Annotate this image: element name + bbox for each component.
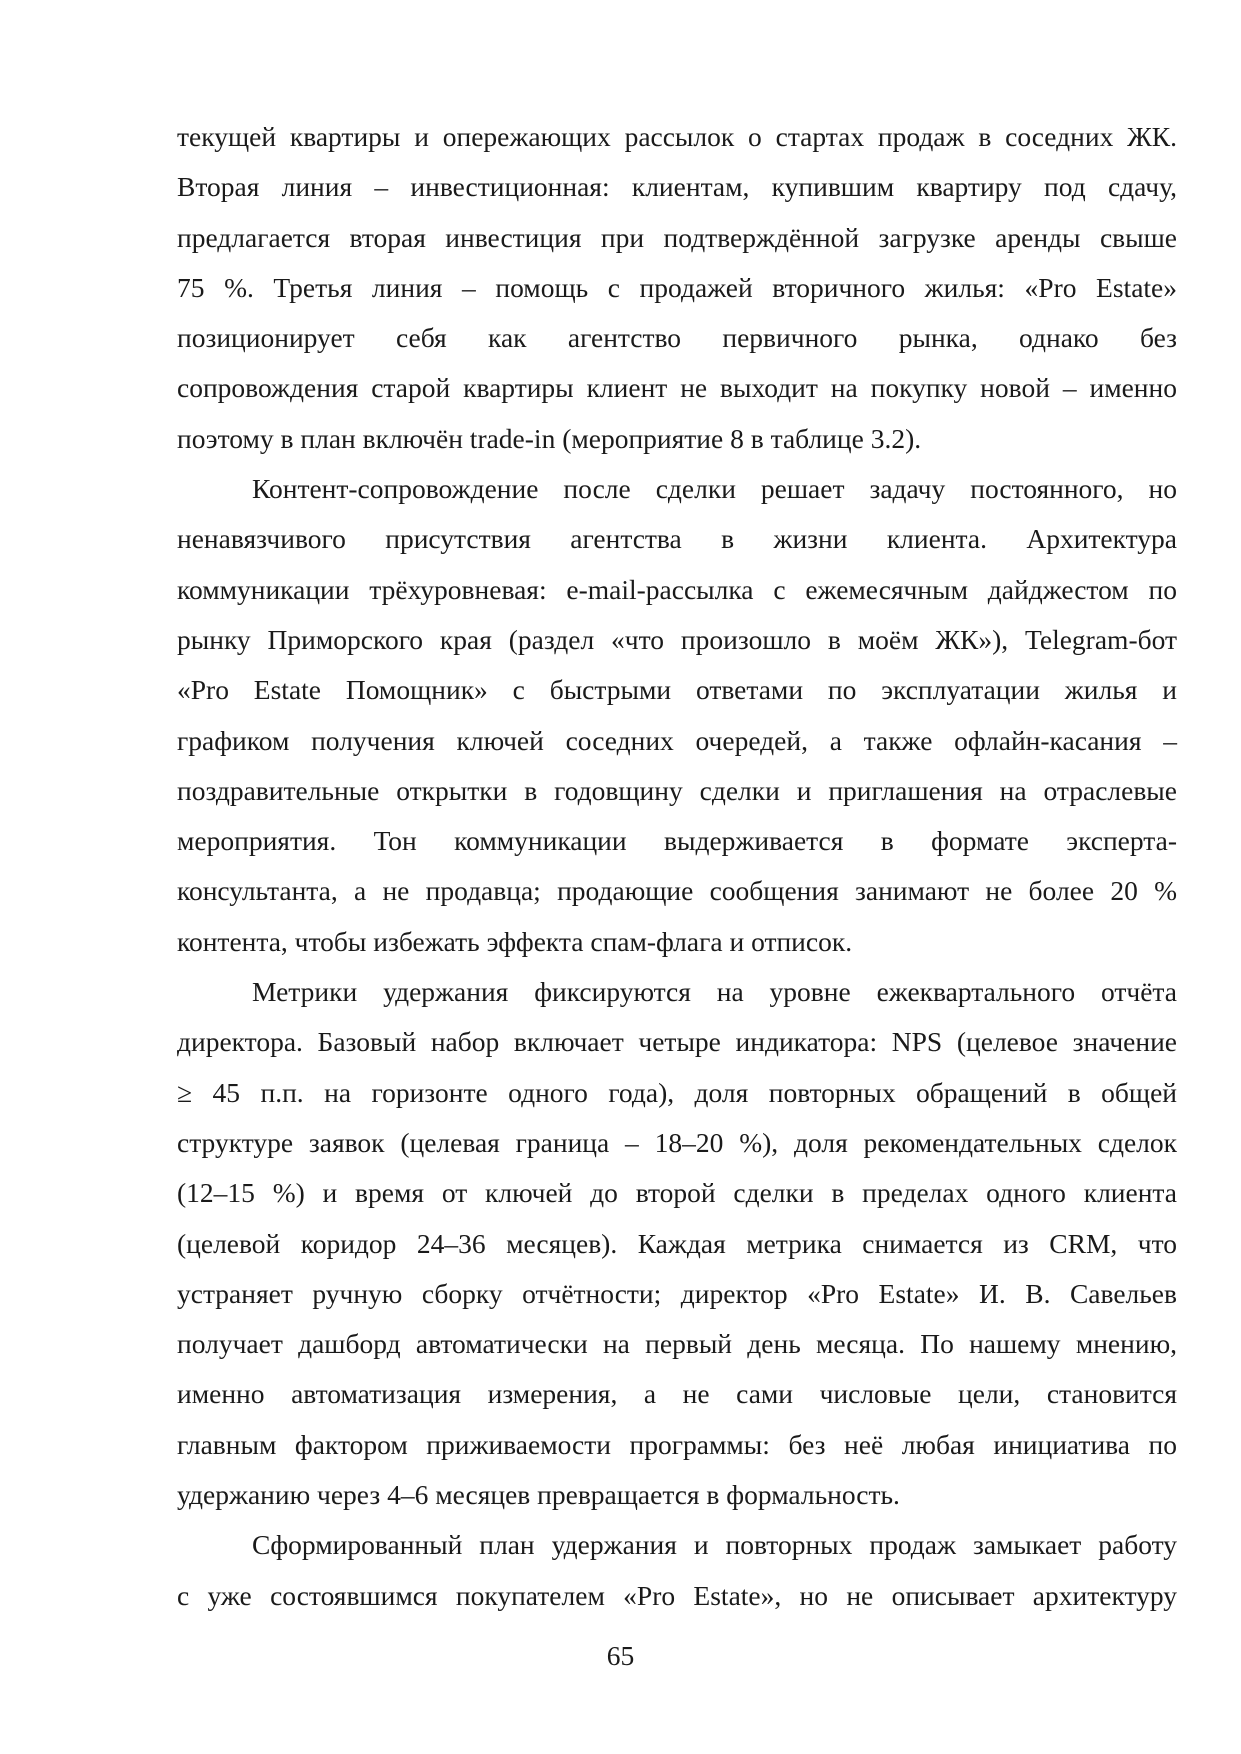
text-line: Вторая линия – инвестиционная: клиентам, купившим квартиру под сдачу,: [177, 171, 1177, 203]
text-line: (12–15 %) и время от ключей до второй сделки в пределах одного клиента: [177, 1177, 1177, 1209]
paragraph-3: [177, 967, 1177, 1520]
text-line: поэтому в план включён trade-in (мероприятие 8 в таблице 3.2).: [177, 422, 922, 454]
document-body: [177, 112, 1177, 1621]
text-line: поздравительные открытки в годовщину сделки и приглашения на отраслевые: [177, 774, 1177, 806]
text-line: удержанию через 4–6 месяцев превращается в формальность.: [177, 1479, 900, 1511]
text-line: коммуникации трёхуровневая: e-mail-рассылка с ежемесячным дайджестом по: [177, 573, 1177, 605]
text-line: устраняет ручную сборку отчётности; директор «Pro Estate» И. В. Савельев: [177, 1277, 1177, 1309]
text-line: Метрики удержания фиксируются на уровне ежеквартального отчёта: [252, 976, 1177, 1008]
text-line: текущей квартиры и опережающих рассылок о стартах продаж в соседних ЖК.: [177, 121, 1177, 152]
text-line: сопровождения старой квартиры клиент не выходит на покупку новой – именно: [177, 372, 1177, 404]
text-line: «Pro Estate Помощник» с быстрыми ответами по эксплуатации жилья и: [177, 674, 1177, 706]
paragraph-1: [177, 112, 1177, 464]
text-line: с уже состоявшимся покупателем «Pro Estate», но не описывает архитектуру: [177, 1579, 1177, 1611]
text-line: получает дашборд автоматически на первый день месяца. По нашему мнению,: [177, 1328, 1177, 1360]
text-line: (целевой коридор 24–36 месяцев). Каждая метрика снимается из CRM, что: [177, 1227, 1177, 1259]
text-line: структуре заявок (целевая граница – 18–20 %), доля рекомендательных сделок: [177, 1126, 1177, 1158]
text-line: позиционирует себя как агентство первичного рынка, однако без: [177, 322, 1177, 354]
text-line: мероприятия. Тон коммуникации выдерживается в формате эксперта-: [177, 825, 1177, 857]
text-line: Сформированный план удержания и повторных продаж замыкает работу: [252, 1529, 1177, 1561]
text-line: контента, чтобы избежать эффекта спам-флага и отписок.: [177, 925, 853, 957]
text-line: 75 %. Третья линия – помощь с продажей вторичного жилья: «Pro Estate»: [177, 271, 1177, 303]
text-line: графиком получения ключей соседних очередей, а также офлайн-касания –: [177, 724, 1177, 756]
text-line: рынку Приморского края (раздел «что произошло в моём ЖК»), Telegram-бот: [177, 623, 1177, 655]
page-number: 65: [606, 1640, 635, 1671]
text-line: Контент-сопровождение после сделки решает задачу постоянного, но: [252, 473, 1177, 505]
text-line: главным фактором приживаемости программы: без неё любая инициатива по: [177, 1428, 1177, 1460]
text-line: именно автоматизация измерения, а не сами числовые цели, становится: [177, 1378, 1177, 1410]
text-line: директора. Базовый набор включает четыре индикатора: NPS (целевое значение: [177, 1026, 1177, 1058]
paragraph-2: [177, 464, 1177, 967]
paragraph-4: [177, 1520, 1177, 1621]
text-line: предлагается вторая инвестиция при подтверждённой загрузке аренды свыше: [177, 221, 1177, 253]
text-line: ≥ 45 п.п. на горизонте одного года), доля повторных обращений в общей: [177, 1076, 1177, 1108]
text-line: ненавязчивого присутствия агентства в жизни клиента. Архитектура: [177, 523, 1177, 555]
text-line: консультанта, а не продавца; продающие сообщения занимают не более 20 %: [177, 875, 1177, 907]
